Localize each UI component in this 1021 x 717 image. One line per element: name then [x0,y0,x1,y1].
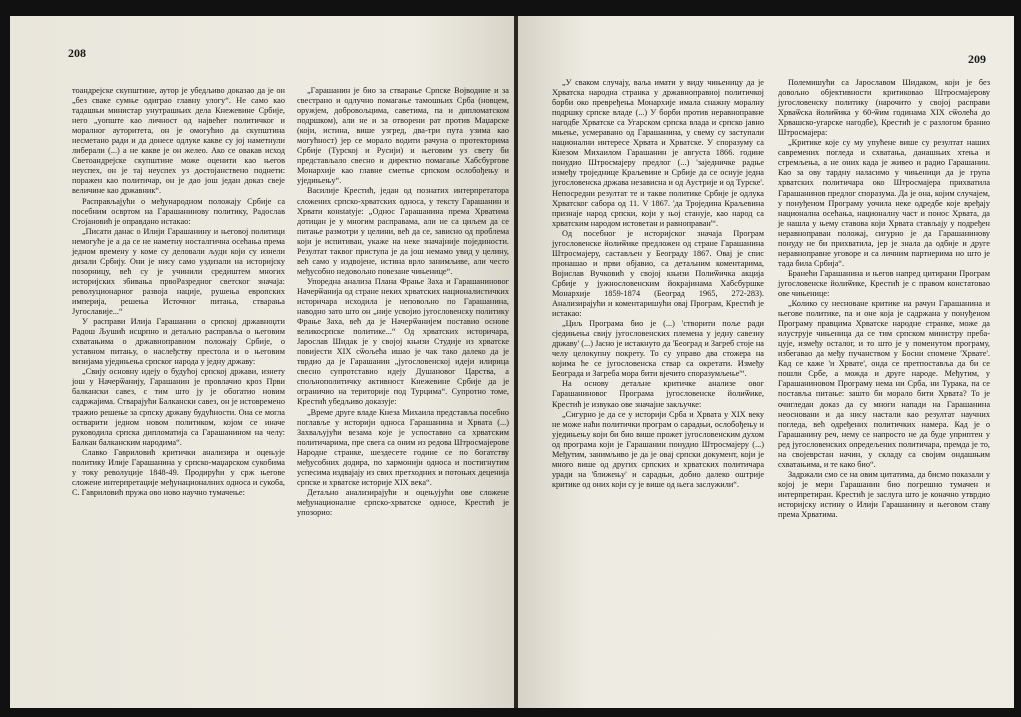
quote-paragraph: „Сигурно је да се у историји Срба и Хрвата у XIX веку не може наћи политички програм о сарадњи, ослобођењу и уједињењу који би био више прожет југословенским духом од програма који је Гарашанин понудио Штросмајеру (...) Међутим, занимљиво је да је овај српски документ, који је много више од других српских и хрватских политичара уради на 'ближењу' и сарадњи, добио далеко оштрије критике од оних који су је више од њега заслужили“. [552,409,764,489]
paragraph: Славко Гавриловић критички анализира и оцењује политику Илије Гарашанина у српско-маџарском сукобима у току револуције 1848-49. Продирући у срж његове сложене интерпретације међунационалних односа и сукоба, С. Гавриловић пружа ово ново научно тумачење: [72,447,285,497]
page-number: 208 [68,46,86,60]
paragraph: Бранећи Гарашанина и његов напред цитирани Програм југословенске йолиѿике, Крестић је с правом констатовао ове чињенице: [778,268,990,298]
paragraph: Упоредна анализа Плана Фрање Заха и Гарашаниновог Начерѿанија од стране неких хрватских националистичких историчара исходила је неповољно по Гарашанина, наводно зато што он „није усвојио југословенску политику Фрање Заха, већ да је Начерѿанијем поставио основе великосрпске политике...“ Од хрватских историчара, Јарослав Шидак је у својој књизи Студије из хрватске повијести XIX сѿољећа ишао је чак тако далеко да је тврдио да је Гарашанин „југословенској идеји илирица свесно супротставио идеју Душановог Царства, а спољнополитичку активност Кнежевине Србије да је ограничио на територије под Турцима“. Супротно томе, Крестић убедљиво доказује: [297,276,509,407]
left-page [10,16,516,708]
paragraph: Од посебног је историјског значаја Програм југословенске йолиѿике предложен од стране Гарашанина Штросмајеру, састављен у Београду 1867. Овај је спис пронашао и први објавио, са детаљним коментаримa, Војислав Вучковић у својој књизи Полиѿичка акција Србије у јужнословенским йокрајинама Хабсбуршке Монархије 1859-1874 (Београд 1965, 272-283). Анализирајући и коментаришући овај Програм, Крестић је истакао: [552,228,764,319]
paragraph: Расправљајући о међународном положају Србије са посебним освртом на Гарашанинову политику, Радослав Стојановић је оправдано истакао: [72,196,285,226]
paragraph: У расправи Илија Гарашанин о српској државноџти Радош Љушић исцрпно и детаљно расправља о његовим схватањима о државноправном положају Србије, о уставном питању, о наслеђству престола и о његовим визијама уједињења српског народа у једну државу: [72,317,285,367]
quote-paragraph: „Свију основну идеју о будућој српској држави, изнету још у Начерѿанију, Гарашанин је провлачио кроз Први балкански савез, с тим што ју је обогатио новим садржајима. Стварајући Балкански савез, он је истовремено тражио решење за српску државу будућности. Она се могла остварити једном новом политиком, којом се иначе руководила српска дипломатија са Гарашанином на челу: Балкан балканским народима“. [72,367,285,447]
paragraph: тоандрејске скупштине, аутор је убедљиво доказао да је он „без сваке сумње одиграо главну улогу“. Не само као тадашњи министар унутрашњих дела Кнежевине Србије, него „уопште као личност од највећег политичког и моралног ауторитета, он је омогућио да скупштина несметано ради и да донесе одлуке какве су јој наметнули либерали (...) а не какве је он желео. Ако се овакав исход Светоандрејске скупштине може оценити као његов неуспех, он је тај неуспех уз достојанствено поднети: поражен као политичар, он је дао још један доказ свеје величине као државник“. [72,86,285,196]
paragraph: На основу детаљне критичке анализе овог Гарашаниновог Програма југословенске йолиѿике, Крестић је извукао ове значајне закључке: [552,379,764,409]
quote-paragraph: „У сваком случају, ваља имати у виду чињеницу да је Хрватска народна странка у државноправној политичкој борби око превређења Монархије имала снажну моралну подршку српске владе (...) У борби против неравноправне нагодбе Хрватске са Угарском српска влада и српско јавно мњење, усмеравано од Гарашанина, у свему су заступали национални интересе Хрвата и Хрватске. У споразуму са Кнезом Михаилом Гарашанин је августа 1866. године понудио Штросмајеру предлог (...) 'заједничке радње између троједнице Краљевине и Србије да се оснује једна југословенска држава независна и од Аустрије и од Турске'. Непосредни резултат те и такве политике Србије је одлука Хрватског сабора од 11. V 1867. 'да Тројединa Краљевина признаје народ српски, који у њој станује, као народ са хрватским народом истоветан и равноправан'“. [552,78,764,228]
quote-paragraph: „Циљ Програма био је (...) 'створити поље ради сједињења свију југословенских племена у једну савезну државу' (...) Јасно је истакнуто да 'Београд и Загреб стоје на челу целокупну покрету. То су управо два стожера на којима ће се југословенска ствар са окретати. Између Београда и Загреба мора бити вјечито споразумљење'“. [552,319,764,379]
quote-paragraph: „Колико су несновaне критике на рачун Гарашанина и његове политике, па и оне која је садржана у понуђеном Програму правцима Хрватске народне странке, може да илуструје чињеница да се тим српском министру пребацује, између осталог, и то што је у поменутом програму, избегавао да међу пучанством у Босни спомене 'Хрвате'. Кад се каже 'и Хрвате', онда се претпоставља да би се пошли Србе, а можда и друге народе. Међутим, у Гарашаниновом Програму нема ни Срба, ни Турака, па се поставља питање: зашто би морало бити Хрвата? То је очигледан доказ да су многи напади на Гарашанина неосновани и да нису настали као резултат научних погледа, већ одређених политичких намера. Кад је о Гарашанину реч, нему се напросто не да буде уприптен у ред југословенских опредељених политичара, премда је то, на својеврстан начин, у складу са својим ондашњим схватањима, и те како био“. [778,299,990,469]
quote-paragraph: „Критике које су му упућене више су резултат наших савремених погледа и схватања, данашњих хтења и стремљења, а не оних када је живео и радио Гарашанин. Као за ову тардну наласимо у чињеници да је група хрватских политичара око Штросмајера прихватила Гарашанинов предлог споразума. Да је она, којим случајем, у понуђеном Програму уочила неке одредбе које вређају национална осећања, националну част и понос Хрвата, да је нашла у њему ставова који Хрвата стављају у подређен неравноправан положај, сигурно је да Гарашанинову понуду не би прихватила, јер је знала да одбије и друге неравноправне уговоре и са личним партнерима но што је тада била Србија“. [778,138,990,268]
text-column [778,78,990,520]
paragraph: Василије Крестић, један од познатих интерпретатора сложених српско-хрватских односа, у тексту Гарашанин и Хрвати конstatује: „Однос Гарашанина према Хрватима дотицан је у многим расправама, али не са циљем да се питање размотри у целини, већ да се, зависно од проблема који је испитиван, укаже на неке значајније појединости. Резултат таквог приступа је да још немамо увид у целину, већ само у издвојене, истина врло занимљиве, али често међусобно недовољно повезане чињенице“. [297,186,509,276]
text-column [297,86,509,518]
quote-paragraph: „Писати данас о Илији Гарашанину и његовој политици немогуће је а да се не наметну носталгична осећања према једном времену у коме су деловали људи који су изнели дизали Србију. Они је нису само уздизали на историјску позорницу, већ су је учинили средиштем многих историјских збивања првоРазредног светског значаја: револуционарног развоја нације, рушења европских империја, решења Источног питања, стварања Југославије...“ [72,226,285,317]
paragraph: Детаљно анализирајући и оцењујући ове сложене међунационалне српско-хрватске односе, Крестић је упозорио: [297,487,509,517]
paragraph: Полемишући са Јарославом Шидаком, који је без довољно објективности критиковао Штросмајерову југословенску политику (нарочито у својој расправи Хрваѿска йолиѿика у 60-ѿим годинама XIX сѿолећа до Хрвашско-угарске нагодбе), Крестић је с разлогом бранио Штросмајера: [778,78,990,138]
right-page [518,16,1014,708]
quote-paragraph: „Време друге владе Кнеза Михаила представља посебно поглавље у историји односа Гарашанина и Хрвата (...) Захваљујући везама које је успоставио са хрватским политичарима, пре свега са оним из редова Штросмајерове Народне странке, шездесете године се по богатству међусобних додира, по хармонији односа и постигнутим успесима издвајају из свих претходних и потоњих деценија српске и хрватске историје XIX века“. [297,407,509,487]
text-column [72,86,285,498]
paragraph: Задржали смо се на овим цитатима, да бисмо показали у којој је мери Гарашанин био погрешно тумачен и интерпретиран. Крестић је заслуга што је коначно утврдио историјску истину о Илији Гарашанину и његовом ставу према Хрватима. [778,469,990,520]
page-number: 209 [968,52,986,66]
quote-paragraph: „Гарашанин је био за стварање Српске Војводине и за свестрано и одлучно помагање тамошњих Срба (новцем, оружјем, добровољцима, саветима, па и дипломатском подршком), али не и за отворени рат против Маџарске (који, истина, више узгред, два-три пута узима као могућност) јер се морало водити рачуна о протекторима Србије (Турској и Русији) и његовим уз свету би представљало свесно и директно помагање Хабсбургове Монархије као главне сметње српском ослобођењу и уједињењу“. [297,86,509,186]
text-column [552,78,764,490]
